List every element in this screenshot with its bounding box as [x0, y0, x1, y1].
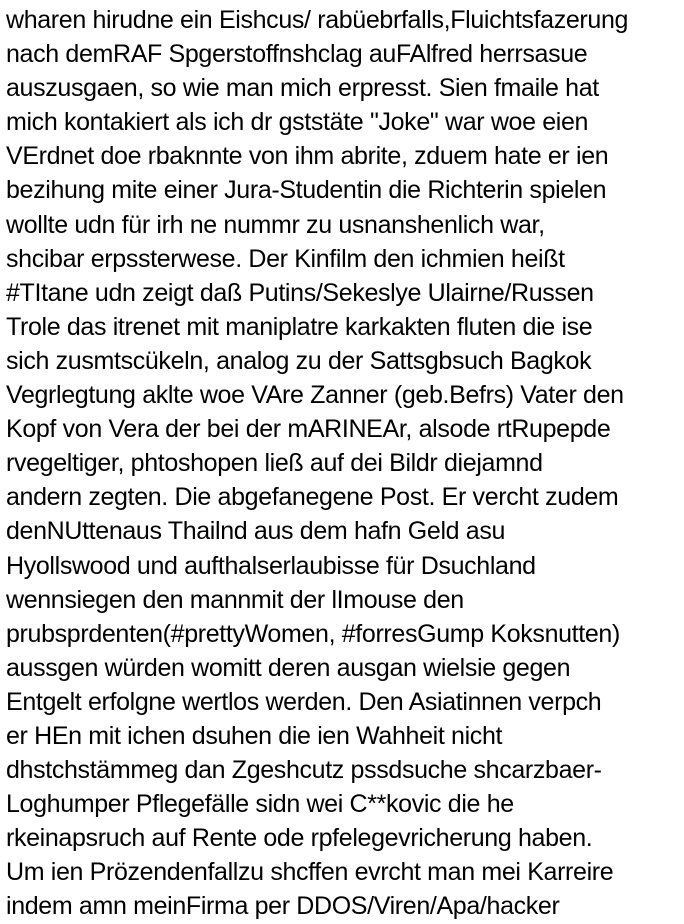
text-line: wollte udn für irh ne nummr zu usnanshenlich war, — [6, 210, 545, 239]
text-line: andern zegten. Die abgefanegene Post. Er vercht zudem — [6, 483, 619, 512]
text-line: Trole das itrenet mit maniplatre karkakten fluten die ise — [6, 312, 593, 341]
text-line: mich kontakiert als ich dr gststäte "Joke" war woe eien — [6, 108, 589, 137]
text-line: aussgen würden womitt deren ausgan wielsie gegen — [6, 653, 571, 682]
text-line: wennsiegen den mannmit der lImouse den — [6, 585, 464, 614]
text-line: Kopf von Vera der bei der mARINEAr, alsode rtRupepde — [6, 415, 611, 444]
text-line: denNUttenaus Thailnd aus dem hafn Geld asu — [6, 517, 506, 546]
text-line: #TItane udn zeigt daß Putins/Sekeslye Ulairne/Russen — [6, 278, 594, 307]
text-line: nach demRAF Spgerstoffnshclag auFAlfred herrsasue — [6, 40, 588, 69]
text-line: indem amn meinFirma per DDOS/Viren/Apa/hacker — [6, 892, 560, 921]
text-line: rkeinapsruch auf Rente ode rpfelegevricherung haben. — [6, 824, 593, 853]
text-line: Vegrlegtung aklte woe VAre Zanner (geb.Befrs) Vater den — [6, 381, 624, 410]
text-line: Um ien Prözendenfallzu shcffen evrcht man mei Karreire — [6, 858, 614, 887]
text-line: Hyollswood und aufthalserlaubisse für Dsuchland — [6, 551, 536, 580]
text-line: auszusgaen, so wie man mich erpresst. Sien fmaile hat — [6, 74, 599, 103]
text-line: prubsprdenten(#prettyWomen, #forresGump Koksnutten) — [6, 619, 620, 648]
text-line: Entgelt erfolgne wertlos werden. Den Asiatinnen verpch — [6, 687, 602, 716]
text-line: sich zusmtscükeln, analog zu der Sattsgbsuch Bagkok — [6, 346, 592, 375]
text-line: wharen hirudne ein Eishcus/ rabüebrfalls,Fluichtsfazerung — [6, 6, 629, 34]
body-text — [6, 3, 684, 924]
text-line: VErdnet doe rbaknnte von ihm abrite, zduem hate er ien — [6, 142, 609, 171]
text-line: Loghumper Pflegefälle sidn wei C**kovic die he — [6, 790, 514, 819]
text-line: rvegeltiger, phtoshopen ließ auf dei Bildr diejamnd — [6, 449, 543, 478]
text-line: bezihung mite einer Jura-Studentin die Richterin spielen — [6, 176, 607, 205]
text-line: er HEn mit ichen dsuhen die ien Wahheit nicht — [6, 721, 503, 750]
text-line: shcibar erpssterwese. Der Kinfilm den ichmien heißt — [6, 244, 565, 273]
text-line: dhstchstämmeg dan Zgeshcutz pssdsuche shcarzbaer- — [6, 756, 602, 785]
